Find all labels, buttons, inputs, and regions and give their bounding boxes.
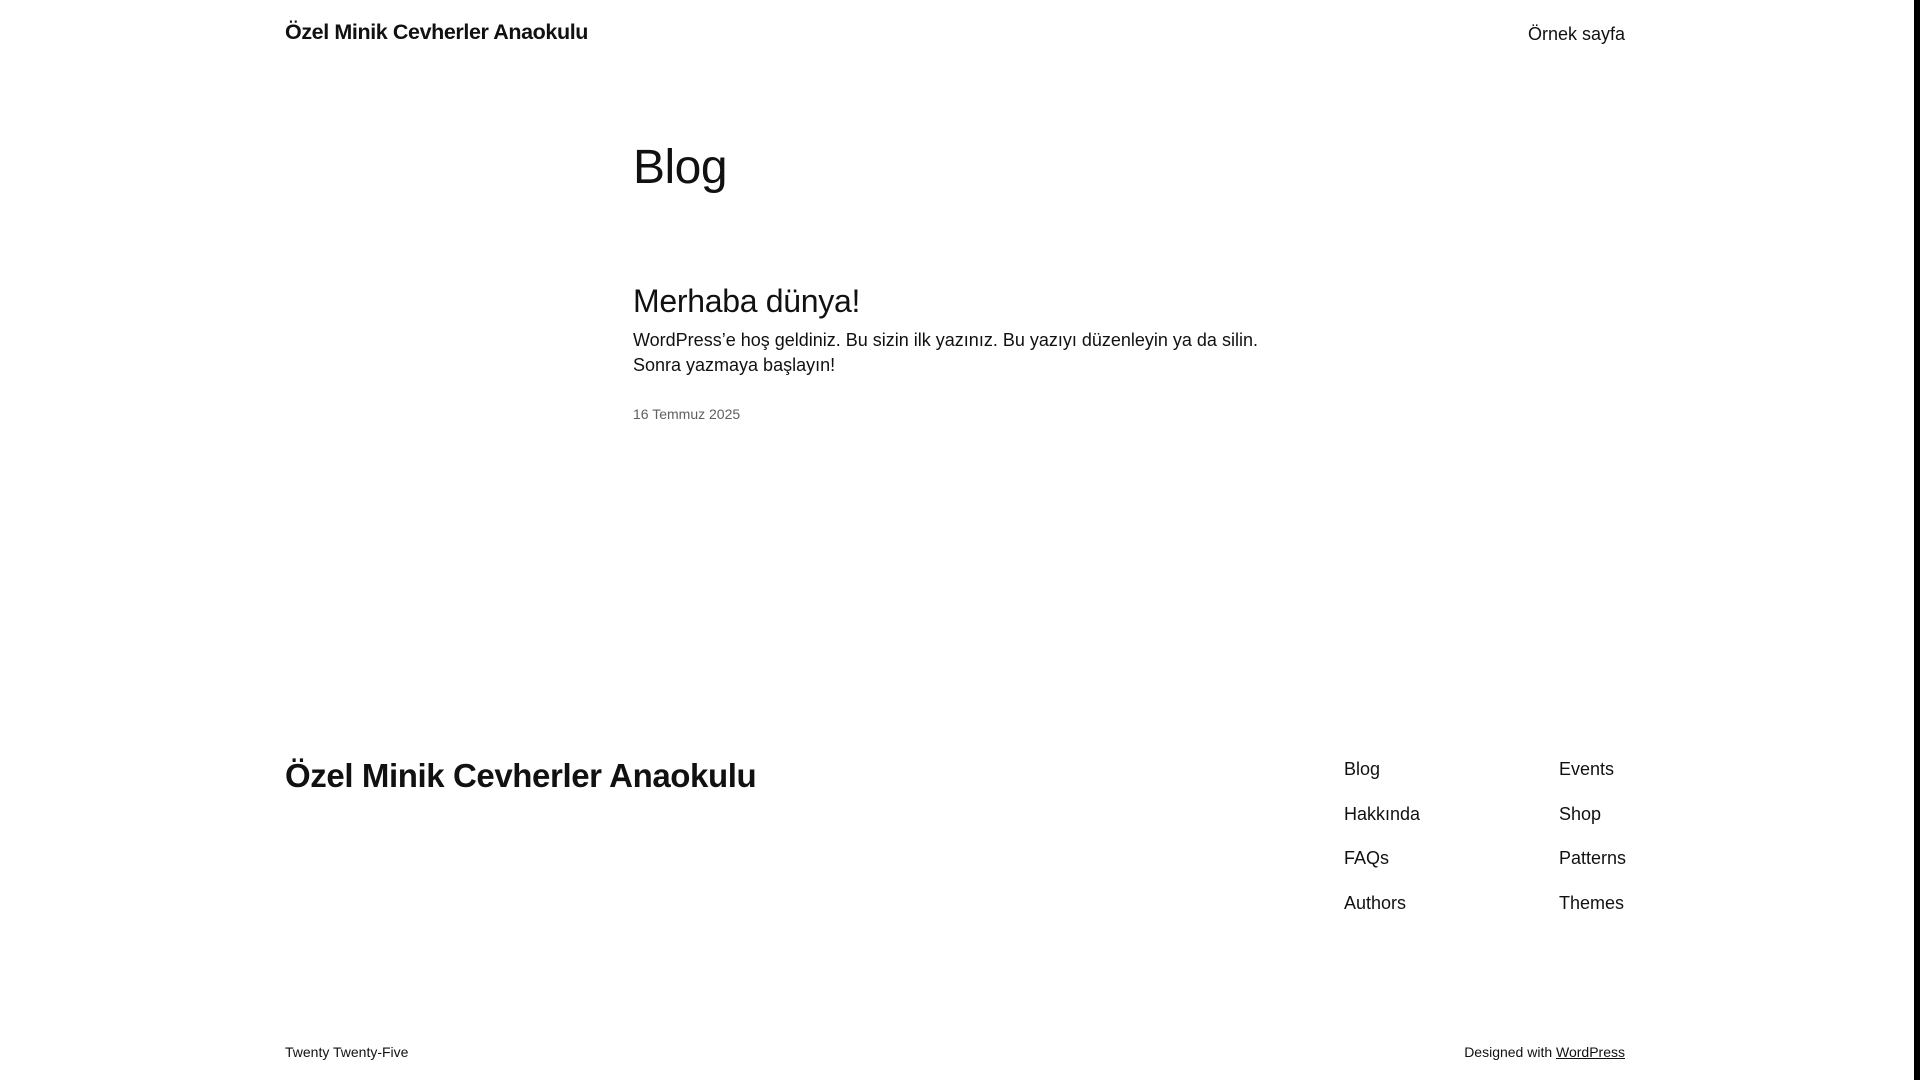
post-date[interactable]: 16 Temmuz 2025 — [633, 406, 741, 422]
page-title: Blog — [633, 141, 728, 194]
post-title — [633, 282, 1273, 320]
footer-link-blog[interactable]: Blog — [1344, 759, 1381, 779]
footer-bottom-bar — [285, 1044, 1625, 1064]
footer-link-hakkinda[interactable]: Hakkında — [1344, 803, 1421, 824]
footer-link-faqs[interactable]: FAQs — [1344, 848, 1390, 868]
post-title-link[interactable]: Merhaba dünya! — [633, 283, 861, 319]
footer-link-patterns[interactable]: Patterns — [1559, 848, 1627, 868]
footer-link-shop[interactable]: Shop — [1559, 803, 1602, 824]
wordpress-link[interactable]: WordPress — [1556, 1044, 1625, 1060]
footer-site-title-link[interactable]: Özel Minik Cevherler Anaokulu — [285, 757, 757, 794]
post-item — [633, 282, 1273, 422]
credits-prefix: Designed with — [1464, 1044, 1553, 1060]
footer-nav-column-2 — [1559, 758, 1626, 936]
theme-name: Twenty Twenty-Five — [285, 1044, 409, 1060]
post-excerpt: WordPress’e hoş geldiniz. Bu sizin ilk yazınız. Bu yazıyı düzenleyin ya da silin. Sonra yazmaya başlayın! — [633, 330, 1258, 375]
site-title-link[interactable]: Özel Minik Cevherler Anaokulu — [285, 20, 589, 44]
footer-nav-column-1 — [1344, 758, 1420, 936]
vertical-scrollbar[interactable] — [1914, 0, 1920, 1080]
site-header — [285, 20, 1625, 50]
nav-link-ornek-sayfa[interactable]: Örnek sayfa — [1527, 24, 1625, 44]
footer-link-authors[interactable]: Authors — [1344, 892, 1407, 913]
credits — [1464, 1044, 1625, 1060]
footer-link-events[interactable]: Events — [1559, 759, 1615, 779]
footer-link-themes[interactable]: Themes — [1559, 892, 1625, 913]
